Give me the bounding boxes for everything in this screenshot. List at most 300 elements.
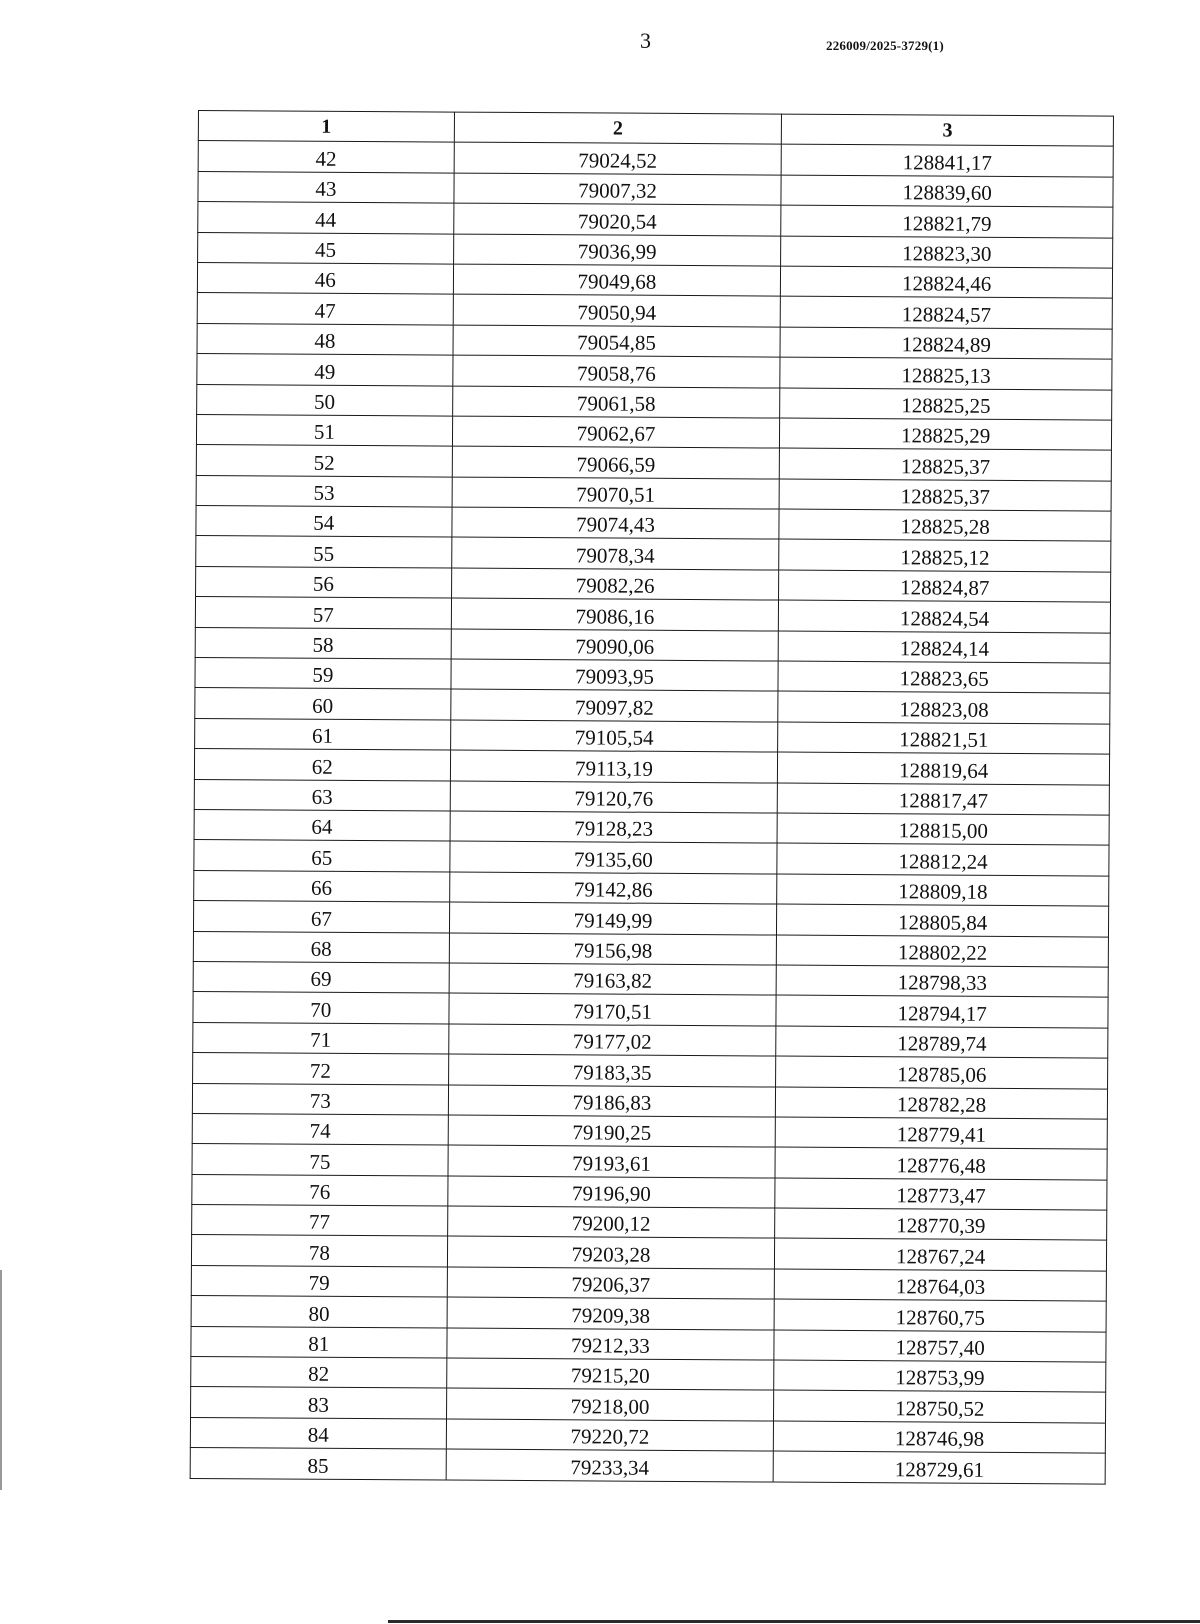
- y-coordinate-cell: [776, 995, 1108, 1027]
- table-row: [195, 658, 1110, 694]
- x-coordinate-cell-text: 79113,19: [574, 755, 654, 781]
- point-number-cell: [192, 1083, 448, 1115]
- x-coordinate-cell-text: 79078,34: [575, 543, 655, 568]
- x-coordinate-cell-text: 79058,76: [576, 360, 656, 386]
- point-number-cell-text: 73: [309, 1088, 331, 1113]
- point-number-cell: [197, 293, 453, 325]
- table-row: [197, 262, 1112, 298]
- table-row: [196, 475, 1111, 511]
- y-coordinate-cell-text: 128746,98: [894, 1426, 985, 1452]
- y-coordinate-cell-text: 128729,61: [894, 1456, 985, 1482]
- point-number-cell: [191, 1265, 447, 1297]
- point-number-cell-text: 60: [312, 693, 334, 718]
- y-coordinate-cell: [780, 418, 1112, 450]
- point-number-cell-text: 66: [311, 875, 333, 900]
- table-row: [196, 536, 1111, 572]
- point-number-cell-text: 43: [315, 176, 337, 202]
- y-coordinate-cell-text: 128794,17: [897, 1001, 987, 1026]
- point-number-cell-text: 85: [307, 1453, 329, 1478]
- page-number: 3: [640, 28, 651, 53]
- coordinates-table: [190, 110, 1114, 1484]
- y-coordinate-cell-text: 128825,37: [900, 484, 991, 509]
- point-number-cell-text: 78: [308, 1240, 330, 1265]
- y-coordinate-cell-text: 128824,89: [901, 332, 991, 357]
- x-coordinate-cell-text: 79050,94: [577, 300, 657, 325]
- point-number-cell: [192, 1174, 448, 1206]
- y-coordinate-cell: [774, 1299, 1106, 1331]
- y-coordinate-cell-text: 128764,03: [895, 1274, 986, 1300]
- point-number-cell-text: 52: [313, 450, 335, 475]
- point-number-cell-text: 47: [314, 298, 336, 323]
- table-row: [197, 354, 1112, 390]
- x-coordinate-cell: [452, 416, 780, 448]
- x-coordinate-cell: [450, 720, 778, 752]
- x-coordinate-cell: [448, 1145, 776, 1177]
- table-row: [196, 445, 1111, 481]
- y-coordinate-cell-text: 128825,13: [901, 362, 991, 388]
- x-coordinate-cell: [450, 689, 778, 721]
- table-row: [190, 1417, 1105, 1453]
- x-coordinate-cell-text: 79024,52: [578, 148, 658, 173]
- x-coordinate-cell-text: 79218,00: [570, 1394, 650, 1419]
- point-number-cell-text: 56: [312, 571, 335, 597]
- x-coordinate-cell-text: 79209,38: [571, 1302, 651, 1328]
- point-number-cell: [198, 171, 454, 203]
- point-number-cell-text: 44: [315, 207, 337, 232]
- y-coordinate-cell: [773, 1451, 1105, 1483]
- x-coordinate-cell-text: 79142,86: [573, 877, 653, 902]
- x-coordinate-cell: [450, 841, 778, 873]
- x-coordinate-cell: [453, 325, 781, 357]
- y-coordinate-cell-text: 128770,39: [896, 1213, 986, 1239]
- x-coordinate-cell: [448, 1085, 776, 1117]
- point-number-cell-text: 45: [314, 237, 337, 262]
- table-row: [193, 961, 1108, 997]
- x-coordinate-cell-text: 79054,85: [577, 330, 657, 355]
- y-coordinate-cell-text: 128817,47: [898, 788, 989, 813]
- y-coordinate-cell-text: 128823,30: [902, 241, 992, 266]
- x-coordinate-cell-text: 79074,43: [576, 512, 655, 538]
- x-coordinate-cell: [449, 872, 777, 904]
- x-coordinate-cell-text: 79097,82: [574, 695, 654, 720]
- point-number-cell-text: 79: [308, 1270, 330, 1296]
- point-number-cell-text: 80: [308, 1301, 330, 1326]
- x-coordinate-cell: [453, 203, 781, 235]
- x-coordinate-cell: [449, 902, 777, 934]
- x-coordinate-cell: [447, 1328, 775, 1360]
- point-number-cell-text: 46: [314, 268, 336, 293]
- y-coordinate-cell: [776, 1026, 1108, 1058]
- point-number-cell-text: 72: [309, 1058, 332, 1083]
- point-number-cell-text: 81: [308, 1331, 330, 1356]
- x-coordinate-cell-text: 79082,26: [575, 573, 655, 599]
- y-coordinate-cell: [779, 479, 1111, 511]
- point-number-cell-text: 75: [309, 1149, 331, 1174]
- y-coordinate-cell: [776, 1117, 1108, 1149]
- table-row: [197, 293, 1112, 329]
- point-number-cell: [191, 1296, 447, 1328]
- x-coordinate-cell-text: 79196,90: [571, 1181, 651, 1206]
- y-coordinate-cell: [775, 1147, 1107, 1179]
- point-number-cell: [194, 840, 450, 872]
- point-number-cell-text: 42: [315, 146, 337, 171]
- x-coordinate-cell-text: 79220,72: [570, 1424, 650, 1449]
- point-number-cell: [198, 232, 454, 264]
- x-coordinate-cell: [453, 355, 781, 387]
- y-coordinate-cell-text: 128753,99: [895, 1365, 985, 1391]
- table-row: [194, 779, 1109, 815]
- table-row: [191, 1235, 1106, 1271]
- y-coordinate-cell-text: 128789,74: [897, 1031, 987, 1056]
- point-number-cell-text: 69: [310, 967, 332, 992]
- y-coordinate-cell: [777, 904, 1109, 936]
- x-coordinate-cell: [446, 1388, 774, 1420]
- point-number-cell: [190, 1448, 446, 1480]
- y-coordinate-cell-text: 128819,64: [898, 757, 989, 783]
- table-row: [195, 597, 1110, 633]
- point-number-cell-text: 76: [309, 1179, 331, 1204]
- point-number-cell: [193, 901, 449, 933]
- y-coordinate-cell: [778, 691, 1110, 723]
- table-row: [192, 1113, 1107, 1149]
- point-number-cell-text: 50: [313, 389, 336, 414]
- table-row: [198, 232, 1113, 268]
- point-number-cell-text: 67: [310, 906, 332, 931]
- x-coordinate-cell-text: 79177,02: [572, 1029, 652, 1054]
- point-number-cell-text: 68: [310, 936, 332, 961]
- y-coordinate-cell-text: 128825,28: [900, 514, 990, 540]
- y-coordinate-cell: [778, 783, 1110, 815]
- y-coordinate-cell: [779, 570, 1111, 602]
- y-coordinate-cell-text: 128839,60: [902, 180, 992, 206]
- x-coordinate-cell-text: 79135,60: [573, 847, 653, 872]
- x-coordinate-cell: [448, 1024, 776, 1056]
- x-coordinate-cell-text: 79007,32: [578, 178, 657, 203]
- x-coordinate-cell: [447, 1236, 775, 1268]
- y-coordinate-cell: [781, 296, 1113, 328]
- y-coordinate-cell-text: 128757,40: [895, 1335, 985, 1360]
- table-row: [190, 1448, 1105, 1484]
- x-coordinate-cell: [451, 538, 779, 570]
- y-coordinate-cell-text: 128798,33: [897, 970, 988, 996]
- y-coordinate-cell-text: 128824,46: [901, 271, 992, 297]
- y-coordinate-cell-text: 128824,87: [900, 575, 990, 601]
- point-number-cell: [190, 1417, 446, 1449]
- table-row: [195, 718, 1110, 754]
- table-row: [191, 1326, 1106, 1362]
- point-number-cell: [195, 627, 451, 659]
- table-row: [193, 901, 1108, 937]
- x-coordinate-cell: [450, 811, 778, 843]
- y-coordinate-cell: [775, 1269, 1107, 1301]
- x-coordinate-cell: [450, 781, 778, 813]
- point-number-cell-text: 64: [311, 815, 333, 840]
- point-number-cell: [197, 262, 453, 294]
- x-coordinate-cell-text: 79070,51: [576, 482, 656, 507]
- x-coordinate-cell-text: 79163,82: [573, 968, 653, 994]
- y-coordinate-cell: [774, 1390, 1106, 1422]
- y-coordinate-cell-text: 128823,65: [899, 666, 989, 692]
- point-number-cell: [198, 141, 454, 173]
- point-number-cell-text: 55: [313, 541, 335, 566]
- x-coordinate-cell-text: 79120,76: [574, 786, 654, 811]
- x-coordinate-cell: [454, 173, 782, 205]
- x-coordinate-cell: [451, 659, 779, 691]
- y-coordinate-cell-text: 128750,52: [895, 1396, 985, 1421]
- y-coordinate-cell: [776, 965, 1108, 997]
- table-row: [192, 1174, 1107, 1210]
- point-number-cell: [198, 202, 454, 234]
- point-number-cell: [196, 414, 452, 446]
- x-coordinate-cell: [448, 1176, 776, 1208]
- point-number-cell: [192, 1144, 448, 1176]
- scan-edge-left: [0, 1270, 2, 1490]
- x-coordinate-cell: [453, 264, 781, 296]
- point-number-cell-text: 54: [313, 511, 335, 536]
- table-row: [197, 384, 1112, 420]
- y-coordinate-cell: [775, 1238, 1107, 1270]
- table-row: [196, 506, 1111, 542]
- table-row: [192, 1144, 1107, 1180]
- point-number-cell: [193, 1022, 449, 1054]
- y-coordinate-cell-text: 128824,54: [899, 605, 990, 631]
- point-number-cell: [196, 445, 452, 477]
- point-number-cell-text: 61: [311, 723, 334, 749]
- point-number-cell: [195, 658, 451, 690]
- x-coordinate-cell: [449, 963, 777, 995]
- table-row: [193, 1022, 1108, 1058]
- x-coordinate-cell: [454, 142, 782, 174]
- point-number-cell-text: 57: [312, 602, 334, 627]
- point-number-cell: [197, 354, 453, 386]
- table-row: [192, 1083, 1107, 1119]
- column-header-3: 3: [782, 114, 1114, 146]
- point-number-cell: [191, 1356, 447, 1388]
- x-coordinate-cell-text: 79203,28: [571, 1242, 651, 1267]
- y-coordinate-cell-text: 128809,18: [898, 879, 988, 904]
- x-coordinate-cell-text: 79233,34: [570, 1454, 650, 1480]
- table-body: [190, 141, 1113, 1484]
- table-row: [197, 323, 1112, 359]
- point-number-cell-text: 62: [311, 754, 333, 779]
- x-coordinate-cell-text: 79190,25: [572, 1120, 652, 1146]
- y-coordinate-cell: [776, 1087, 1108, 1119]
- x-coordinate-cell: [453, 234, 781, 266]
- point-number-cell: [194, 870, 450, 902]
- x-coordinate-cell-text: 79066,59: [576, 452, 656, 477]
- document-id: 226009/2025-3729(1): [826, 38, 944, 53]
- x-coordinate-cell: [453, 294, 781, 326]
- y-coordinate-cell-text: 128802,22: [897, 940, 988, 965]
- table-row: [191, 1387, 1106, 1423]
- x-coordinate-cell-text: 79193,61: [572, 1150, 652, 1176]
- x-coordinate-cell: [449, 993, 777, 1025]
- table-row: [195, 627, 1110, 663]
- y-coordinate-cell: [775, 1208, 1107, 1240]
- y-coordinate-cell: [778, 631, 1110, 663]
- y-coordinate-cell: [777, 843, 1109, 875]
- x-coordinate-cell-text: 79061,58: [576, 391, 656, 416]
- x-coordinate-cell-text: 79093,95: [575, 664, 655, 690]
- point-number-cell-text: 84: [307, 1422, 329, 1448]
- y-coordinate-cell: [779, 600, 1111, 632]
- point-number-cell: [197, 384, 453, 416]
- point-number-cell-text: 71: [310, 1027, 332, 1052]
- x-coordinate-cell-text: 79215,20: [570, 1363, 650, 1389]
- point-number-cell: [196, 475, 452, 507]
- y-coordinate-cell-text: 128782,28: [896, 1092, 987, 1117]
- point-number-cell: [194, 779, 450, 811]
- y-coordinate-cell-text: 128823,08: [899, 697, 989, 722]
- x-coordinate-cell: [451, 598, 779, 630]
- y-coordinate-cell-text: 128821,51: [899, 727, 989, 753]
- scan-edge-bottom: [388, 1620, 1200, 1623]
- y-coordinate-cell-text: 128821,79: [902, 210, 992, 236]
- x-coordinate-cell: [446, 1358, 774, 1390]
- point-number-cell: [191, 1387, 447, 1419]
- table-row: [191, 1296, 1106, 1332]
- y-coordinate-cell-text: 128825,25: [901, 393, 991, 418]
- point-number-cell-text: 65: [311, 845, 333, 870]
- y-coordinate-cell: [780, 448, 1112, 480]
- x-coordinate-cell: [452, 446, 780, 478]
- y-coordinate-cell-text: 128776,48: [896, 1152, 986, 1178]
- y-coordinate-cell: [781, 144, 1113, 176]
- x-coordinate-cell: [448, 1054, 776, 1086]
- x-coordinate-cell-text: 79020,54: [577, 208, 657, 234]
- point-number-cell: [192, 1113, 448, 1145]
- y-coordinate-cell-text: 128773,47: [896, 1183, 986, 1208]
- y-coordinate-cell-text: 128785,06: [897, 1061, 987, 1087]
- point-number-cell-text: 51: [313, 420, 335, 445]
- y-coordinate-cell: [778, 722, 1110, 754]
- y-coordinate-cell: [781, 266, 1113, 298]
- x-coordinate-cell: [449, 933, 777, 965]
- table-row: [196, 566, 1111, 602]
- x-coordinate-cell-text: 79086,16: [575, 603, 655, 629]
- y-coordinate-cell: [781, 175, 1113, 207]
- point-number-cell-text: 53: [313, 480, 335, 505]
- x-coordinate-cell-text: 79128,23: [574, 816, 654, 842]
- point-number-cell: [193, 931, 449, 963]
- y-coordinate-cell: [776, 1056, 1108, 1088]
- table-row: [193, 992, 1108, 1028]
- y-coordinate-cell: [781, 205, 1113, 237]
- y-coordinate-cell: [780, 388, 1112, 420]
- y-coordinate-cell-text: 128825,12: [900, 545, 990, 570]
- point-number-cell-text: 74: [309, 1118, 331, 1144]
- y-coordinate-cell: [774, 1330, 1106, 1362]
- y-coordinate-cell-text: 128824,14: [899, 636, 990, 661]
- y-coordinate-cell: [777, 874, 1109, 906]
- point-number-cell-text: 82: [308, 1362, 330, 1387]
- x-coordinate-cell: [450, 750, 778, 782]
- point-number-cell-text: 59: [312, 663, 334, 688]
- x-coordinate-cell: [447, 1297, 775, 1329]
- y-coordinate-cell: [778, 661, 1110, 693]
- x-coordinate-cell: [451, 629, 779, 661]
- x-coordinate-cell-text: 79149,99: [573, 907, 653, 933]
- table-row: [194, 840, 1109, 876]
- point-number-cell: [194, 749, 450, 781]
- y-coordinate-cell-text: 128824,57: [901, 302, 992, 327]
- x-coordinate-cell-text: 79062,67: [576, 421, 656, 447]
- point-number-cell-text: 58: [312, 632, 334, 657]
- x-coordinate-cell-text: 79186,83: [572, 1090, 652, 1115]
- x-coordinate-cell: [452, 507, 780, 539]
- table-row: [194, 870, 1109, 906]
- x-coordinate-cell: [447, 1206, 775, 1238]
- y-coordinate-cell-text: 128812,24: [898, 849, 988, 874]
- table-row: [198, 171, 1113, 207]
- point-number-cell: [193, 1053, 449, 1085]
- point-number-cell-text: 70: [310, 997, 332, 1022]
- table-row: [191, 1265, 1106, 1301]
- table-row: [194, 749, 1109, 785]
- y-coordinate-cell: [775, 1178, 1107, 1210]
- point-number-cell-text: 63: [311, 784, 333, 809]
- column-header-1: 1: [198, 111, 454, 143]
- y-coordinate-cell-text: 128841,17: [902, 150, 993, 175]
- point-number-cell-text: 49: [314, 359, 336, 384]
- y-coordinate-cell: [779, 540, 1111, 572]
- table-row: [195, 688, 1110, 724]
- y-coordinate-cell-text: 128760,75: [895, 1304, 985, 1330]
- y-coordinate-cell: [777, 813, 1109, 845]
- column-header-2: 2: [454, 112, 782, 144]
- y-coordinate-cell-text: 128825,37: [900, 453, 991, 479]
- y-coordinate-cell: [777, 935, 1109, 967]
- y-coordinate-cell-text: 128779,41: [896, 1122, 987, 1148]
- point-number-cell: [193, 992, 449, 1024]
- y-coordinate-cell-text: 128805,84: [898, 909, 988, 935]
- y-coordinate-cell: [781, 236, 1113, 268]
- x-coordinate-cell-text: 79206,37: [571, 1272, 651, 1298]
- x-coordinate-cell: [451, 568, 779, 600]
- x-coordinate-cell-text: 79156,98: [573, 938, 653, 963]
- point-number-cell: [194, 809, 450, 841]
- table-row: [198, 141, 1113, 177]
- table-row: [193, 931, 1108, 967]
- y-coordinate-cell: [780, 327, 1112, 359]
- point-number-cell: [196, 506, 452, 538]
- table-row: [192, 1205, 1107, 1241]
- x-coordinate-cell-text: 79105,54: [574, 725, 654, 750]
- x-coordinate-cell: [446, 1449, 774, 1481]
- point-number-cell: [195, 718, 451, 750]
- table-row: [194, 809, 1109, 845]
- x-coordinate-cell-text: 79036,99: [577, 239, 657, 264]
- x-coordinate-cell-text: 79049,68: [577, 269, 657, 295]
- point-number-cell: [192, 1205, 448, 1237]
- point-number-cell: [196, 566, 452, 598]
- x-coordinate-cell: [447, 1267, 775, 1299]
- y-coordinate-cell: [779, 509, 1111, 541]
- x-coordinate-cell: [452, 386, 780, 418]
- point-number-cell: [196, 536, 452, 568]
- x-coordinate-cell-text: 79212,33: [571, 1333, 650, 1358]
- y-coordinate-cell-text: 128815,00: [898, 818, 988, 844]
- x-coordinate-cell-text: 79183,35: [572, 1059, 652, 1085]
- y-coordinate-cell: [780, 357, 1112, 389]
- point-number-cell-text: 77: [308, 1210, 331, 1235]
- x-coordinate-cell: [446, 1419, 774, 1451]
- table-row: [191, 1356, 1106, 1392]
- point-number-cell: [195, 688, 451, 720]
- x-coordinate-cell: [452, 477, 780, 509]
- point-number-cell-text: 83: [307, 1392, 330, 1417]
- y-coordinate-cell-text: 128767,24: [895, 1244, 986, 1269]
